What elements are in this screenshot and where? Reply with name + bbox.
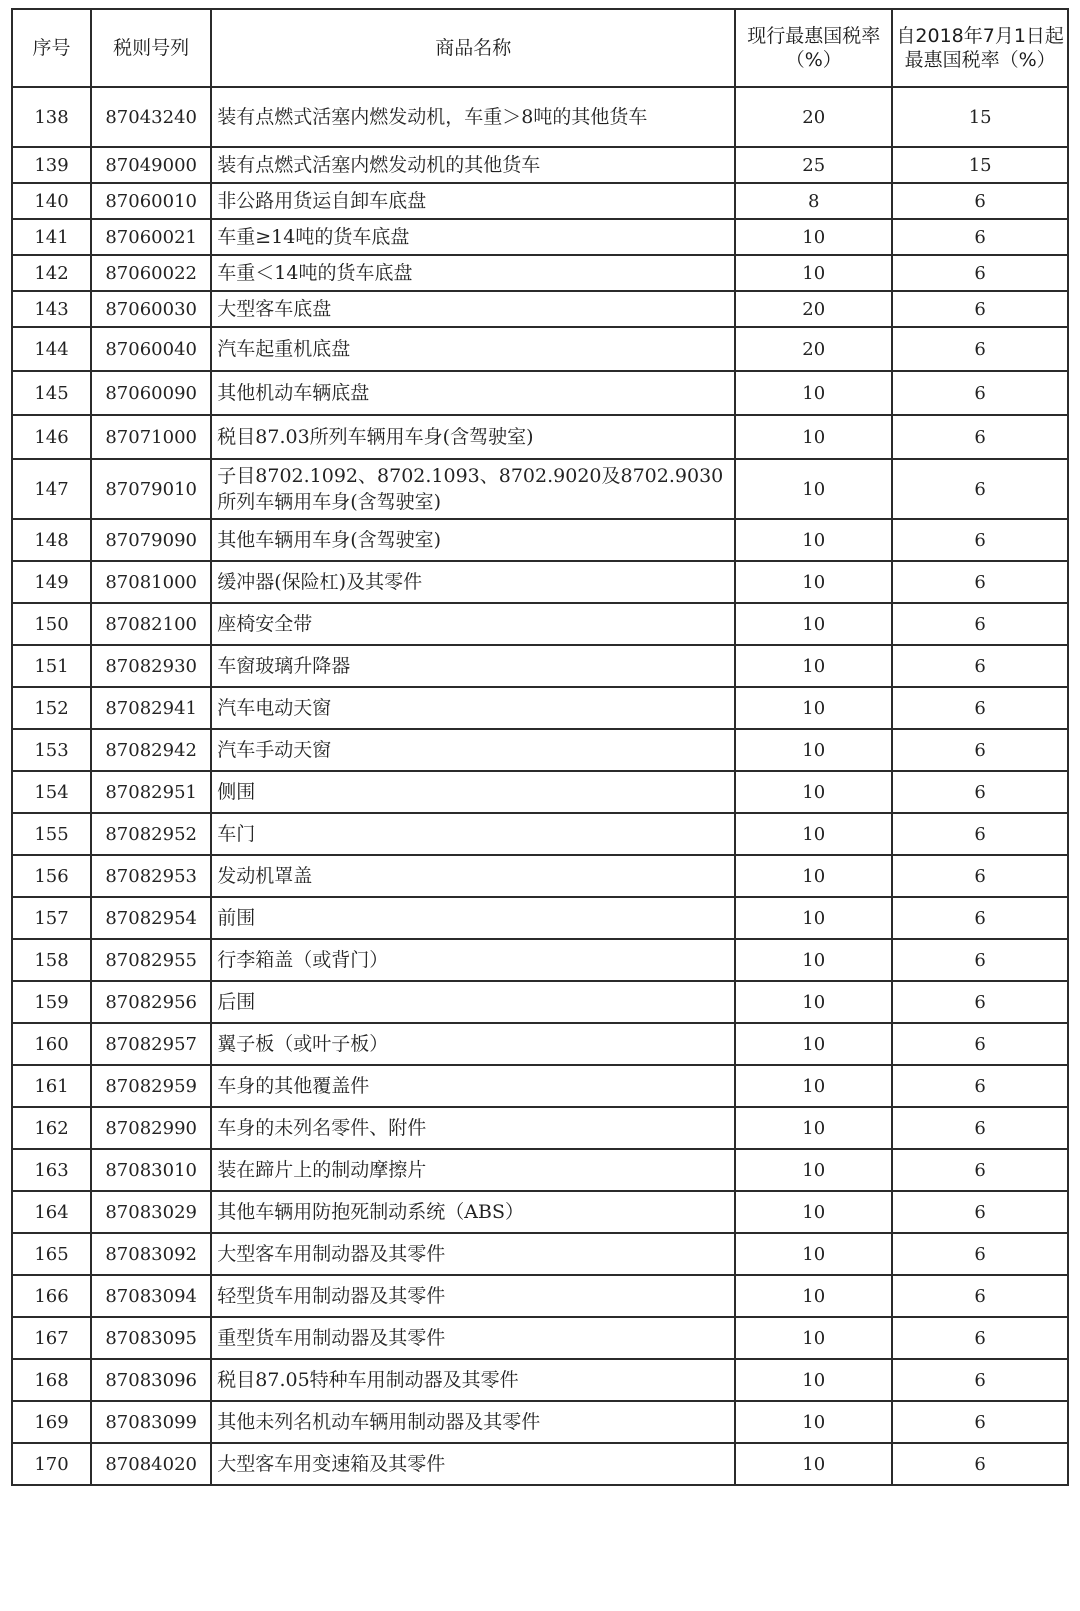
cell-current-rate: 10 — [735, 1149, 892, 1191]
cell-new-rate: 6 — [892, 1107, 1068, 1149]
cell-new-rate: 6 — [892, 645, 1068, 687]
cell-code: 87043240 — [91, 87, 211, 147]
cell-current-rate: 20 — [735, 291, 892, 327]
cell-name: 轻型货车用制动器及其零件 — [211, 1275, 735, 1317]
cell-current-rate: 20 — [735, 327, 892, 371]
cell-code: 87081000 — [91, 561, 211, 603]
cell-no: 159 — [12, 981, 91, 1023]
tariff-table-sheet — [11, 8, 1069, 1486]
cell-current-rate: 10 — [735, 1191, 892, 1233]
cell-code: 87082959 — [91, 1065, 211, 1107]
cell-current-rate: 10 — [735, 371, 892, 415]
cell-name: 行李箱盖（或背门） — [211, 939, 735, 981]
cell-no: 146 — [12, 415, 91, 459]
cell-no: 164 — [12, 1191, 91, 1233]
cell-code: 87060030 — [91, 291, 211, 327]
cell-no: 141 — [12, 219, 91, 255]
cell-code: 87082942 — [91, 729, 211, 771]
table-row — [12, 87, 1068, 147]
cell-current-rate: 10 — [735, 897, 892, 939]
cell-new-rate: 6 — [892, 1359, 1068, 1401]
cell-code: 87060022 — [91, 255, 211, 291]
cell-name: 其他车辆用防抱死制动系统（ABS） — [211, 1191, 735, 1233]
table-row — [12, 1317, 1068, 1359]
cell-no: 157 — [12, 897, 91, 939]
cell-no: 166 — [12, 1275, 91, 1317]
cell-current-rate: 10 — [735, 519, 892, 561]
cell-current-rate: 8 — [735, 183, 892, 219]
cell-name: 车门 — [211, 813, 735, 855]
cell-name: 汽车手动天窗 — [211, 729, 735, 771]
cell-code: 87082951 — [91, 771, 211, 813]
cell-current-rate: 10 — [735, 1317, 892, 1359]
cell-code: 87082952 — [91, 813, 211, 855]
cell-no: 147 — [12, 459, 91, 519]
cell-code: 87082930 — [91, 645, 211, 687]
cell-new-rate: 6 — [892, 897, 1068, 939]
cell-current-rate: 10 — [735, 1023, 892, 1065]
cell-new-rate: 6 — [892, 459, 1068, 519]
cell-code: 87079090 — [91, 519, 211, 561]
cell-no: 165 — [12, 1233, 91, 1275]
cell-new-rate: 6 — [892, 771, 1068, 813]
table-row — [12, 1401, 1068, 1443]
cell-name: 车重＜14吨的货车底盘 — [211, 255, 735, 291]
table-row — [12, 219, 1068, 255]
cell-current-rate: 10 — [735, 1359, 892, 1401]
cell-current-rate: 10 — [735, 981, 892, 1023]
table-row — [12, 729, 1068, 771]
table-row — [12, 687, 1068, 729]
tariff-table — [11, 8, 1069, 1486]
cell-name: 其他未列名机动车辆用制动器及其零件 — [211, 1401, 735, 1443]
cell-code: 87079010 — [91, 459, 211, 519]
table-row — [12, 371, 1068, 415]
cell-name: 大型客车用制动器及其零件 — [211, 1233, 735, 1275]
cell-code: 87071000 — [91, 415, 211, 459]
cell-new-rate: 6 — [892, 561, 1068, 603]
table-row — [12, 147, 1068, 183]
cell-no: 163 — [12, 1149, 91, 1191]
cell-no: 167 — [12, 1317, 91, 1359]
cell-current-rate: 10 — [735, 1443, 892, 1485]
cell-current-rate: 10 — [735, 855, 892, 897]
cell-new-rate: 6 — [892, 219, 1068, 255]
cell-current-rate: 10 — [735, 415, 892, 459]
table-row — [12, 771, 1068, 813]
cell-name: 车窗玻璃升降器 — [211, 645, 735, 687]
cell-no: 156 — [12, 855, 91, 897]
cell-no: 160 — [12, 1023, 91, 1065]
cell-name: 发动机罩盖 — [211, 855, 735, 897]
cell-current-rate: 10 — [735, 255, 892, 291]
cell-new-rate: 6 — [892, 291, 1068, 327]
cell-no: 139 — [12, 147, 91, 183]
table-row — [12, 855, 1068, 897]
cell-code: 87082954 — [91, 897, 211, 939]
cell-name: 汽车电动天窗 — [211, 687, 735, 729]
cell-name: 车身的未列名零件、附件 — [211, 1107, 735, 1149]
cell-new-rate: 6 — [892, 1065, 1068, 1107]
cell-new-rate: 6 — [892, 729, 1068, 771]
cell-code: 87082956 — [91, 981, 211, 1023]
cell-new-rate: 6 — [892, 1317, 1068, 1359]
cell-no: 162 — [12, 1107, 91, 1149]
cell-name: 其他车辆用车身(含驾驶室) — [211, 519, 735, 561]
cell-new-rate: 6 — [892, 1233, 1068, 1275]
cell-name: 座椅安全带 — [211, 603, 735, 645]
cell-code: 87082990 — [91, 1107, 211, 1149]
table-row — [12, 1107, 1068, 1149]
table-row — [12, 603, 1068, 645]
cell-new-rate: 6 — [892, 939, 1068, 981]
cell-new-rate: 6 — [892, 603, 1068, 645]
cell-code: 87060040 — [91, 327, 211, 371]
cell-no: 148 — [12, 519, 91, 561]
cell-code: 87082955 — [91, 939, 211, 981]
cell-current-rate: 10 — [735, 459, 892, 519]
table-row — [12, 255, 1068, 291]
cell-no: 149 — [12, 561, 91, 603]
table-row — [12, 561, 1068, 603]
cell-new-rate: 6 — [892, 855, 1068, 897]
table-row — [12, 1149, 1068, 1191]
cell-name: 侧围 — [211, 771, 735, 813]
cell-new-rate: 6 — [892, 1191, 1068, 1233]
cell-name: 汽车起重机底盘 — [211, 327, 735, 371]
cell-name: 后围 — [211, 981, 735, 1023]
cell-no: 170 — [12, 1443, 91, 1485]
cell-code: 87083092 — [91, 1233, 211, 1275]
cell-no: 138 — [12, 87, 91, 147]
cell-new-rate: 6 — [892, 813, 1068, 855]
cell-code: 87060010 — [91, 183, 211, 219]
table-row — [12, 1359, 1068, 1401]
cell-new-rate: 6 — [892, 1023, 1068, 1065]
cell-no: 150 — [12, 603, 91, 645]
cell-code: 87083094 — [91, 1275, 211, 1317]
cell-code: 87083029 — [91, 1191, 211, 1233]
cell-current-rate: 10 — [735, 1401, 892, 1443]
cell-new-rate: 6 — [892, 1401, 1068, 1443]
cell-no: 152 — [12, 687, 91, 729]
cell-current-rate: 10 — [735, 219, 892, 255]
cell-current-rate: 10 — [735, 813, 892, 855]
cell-new-rate: 6 — [892, 1275, 1068, 1317]
cell-current-rate: 10 — [735, 1275, 892, 1317]
cell-current-rate: 10 — [735, 645, 892, 687]
cell-code: 87060090 — [91, 371, 211, 415]
cell-name: 大型客车用变速箱及其零件 — [211, 1443, 735, 1485]
header-row — [12, 9, 1068, 87]
table-row — [12, 813, 1068, 855]
cell-current-rate: 10 — [735, 561, 892, 603]
cell-code: 87083010 — [91, 1149, 211, 1191]
cell-new-rate: 6 — [892, 371, 1068, 415]
table-row — [12, 327, 1068, 371]
table-row — [12, 981, 1068, 1023]
cell-no: 154 — [12, 771, 91, 813]
cell-new-rate: 6 — [892, 687, 1068, 729]
cell-current-rate: 10 — [735, 771, 892, 813]
cell-no: 145 — [12, 371, 91, 415]
table-row — [12, 1443, 1068, 1485]
cell-no: 144 — [12, 327, 91, 371]
table-row — [12, 415, 1068, 459]
cell-current-rate: 10 — [735, 603, 892, 645]
cell-current-rate: 10 — [735, 687, 892, 729]
table-row — [12, 1065, 1068, 1107]
cell-name: 税目87.05特种车用制动器及其零件 — [211, 1359, 735, 1401]
cell-name: 其他机动车辆底盘 — [211, 371, 735, 415]
cell-no: 168 — [12, 1359, 91, 1401]
cell-new-rate: 6 — [892, 327, 1068, 371]
cell-new-rate: 6 — [892, 1443, 1068, 1485]
cell-name: 缓冲器(保险杠)及其零件 — [211, 561, 735, 603]
cell-no: 169 — [12, 1401, 91, 1443]
cell-name: 翼子板（或叶子板） — [211, 1023, 735, 1065]
header-current-rate: 现行最惠国税率（%） — [735, 9, 892, 87]
cell-current-rate: 10 — [735, 1107, 892, 1149]
cell-no: 158 — [12, 939, 91, 981]
cell-code: 87083096 — [91, 1359, 211, 1401]
cell-name: 税目87.03所列车辆用车身(含驾驶室) — [211, 415, 735, 459]
cell-no: 151 — [12, 645, 91, 687]
cell-code: 87083095 — [91, 1317, 211, 1359]
header-name: 商品名称 — [211, 9, 735, 87]
cell-no: 140 — [12, 183, 91, 219]
cell-code: 87082941 — [91, 687, 211, 729]
cell-name: 装在蹄片上的制动摩擦片 — [211, 1149, 735, 1191]
cell-new-rate: 6 — [892, 255, 1068, 291]
cell-current-rate: 10 — [735, 939, 892, 981]
cell-current-rate: 10 — [735, 1233, 892, 1275]
cell-no: 153 — [12, 729, 91, 771]
table-row — [12, 519, 1068, 561]
cell-code: 87049000 — [91, 147, 211, 183]
cell-name: 装有点燃式活塞内燃发动机，车重＞8吨的其他货车 — [211, 87, 735, 147]
header-no: 序号 — [12, 9, 91, 87]
cell-name: 车身的其他覆盖件 — [211, 1065, 735, 1107]
cell-name: 非公路用货运自卸车底盘 — [211, 183, 735, 219]
cell-code: 87060021 — [91, 219, 211, 255]
cell-new-rate: 6 — [892, 1149, 1068, 1191]
cell-code: 87084020 — [91, 1443, 211, 1485]
cell-current-rate: 25 — [735, 147, 892, 183]
table-row — [12, 1023, 1068, 1065]
header-new-rate: 自2018年7月1日起最惠国税率（%） — [892, 9, 1068, 87]
cell-name: 车重≥14吨的货车底盘 — [211, 219, 735, 255]
cell-current-rate: 10 — [735, 1065, 892, 1107]
cell-current-rate: 10 — [735, 729, 892, 771]
table-row — [12, 1275, 1068, 1317]
cell-name: 重型货车用制动器及其零件 — [211, 1317, 735, 1359]
cell-code: 87083099 — [91, 1401, 211, 1443]
cell-new-rate: 6 — [892, 183, 1068, 219]
cell-name: 前围 — [211, 897, 735, 939]
table-row — [12, 1233, 1068, 1275]
cell-new-rate: 15 — [892, 147, 1068, 183]
cell-no: 143 — [12, 291, 91, 327]
table-row — [12, 939, 1068, 981]
table-row — [12, 459, 1068, 519]
table-row — [12, 183, 1068, 219]
cell-new-rate: 15 — [892, 87, 1068, 147]
cell-no: 155 — [12, 813, 91, 855]
cell-new-rate: 6 — [892, 519, 1068, 561]
table-row — [12, 897, 1068, 939]
cell-name: 大型客车底盘 — [211, 291, 735, 327]
table-row — [12, 291, 1068, 327]
header-code: 税则号列 — [91, 9, 211, 87]
table-row — [12, 645, 1068, 687]
cell-code: 87082957 — [91, 1023, 211, 1065]
cell-current-rate: 20 — [735, 87, 892, 147]
cell-name: 子目8702.1092、8702.1093、8702.9020及8702.9030所列车辆用车身(含驾驶室) — [211, 459, 735, 519]
table-row — [12, 1191, 1068, 1233]
cell-code: 87082953 — [91, 855, 211, 897]
cell-code: 87082100 — [91, 603, 211, 645]
cell-no: 142 — [12, 255, 91, 291]
cell-no: 161 — [12, 1065, 91, 1107]
cell-name: 装有点燃式活塞内燃发动机的其他货车 — [211, 147, 735, 183]
cell-new-rate: 6 — [892, 415, 1068, 459]
cell-new-rate: 6 — [892, 981, 1068, 1023]
